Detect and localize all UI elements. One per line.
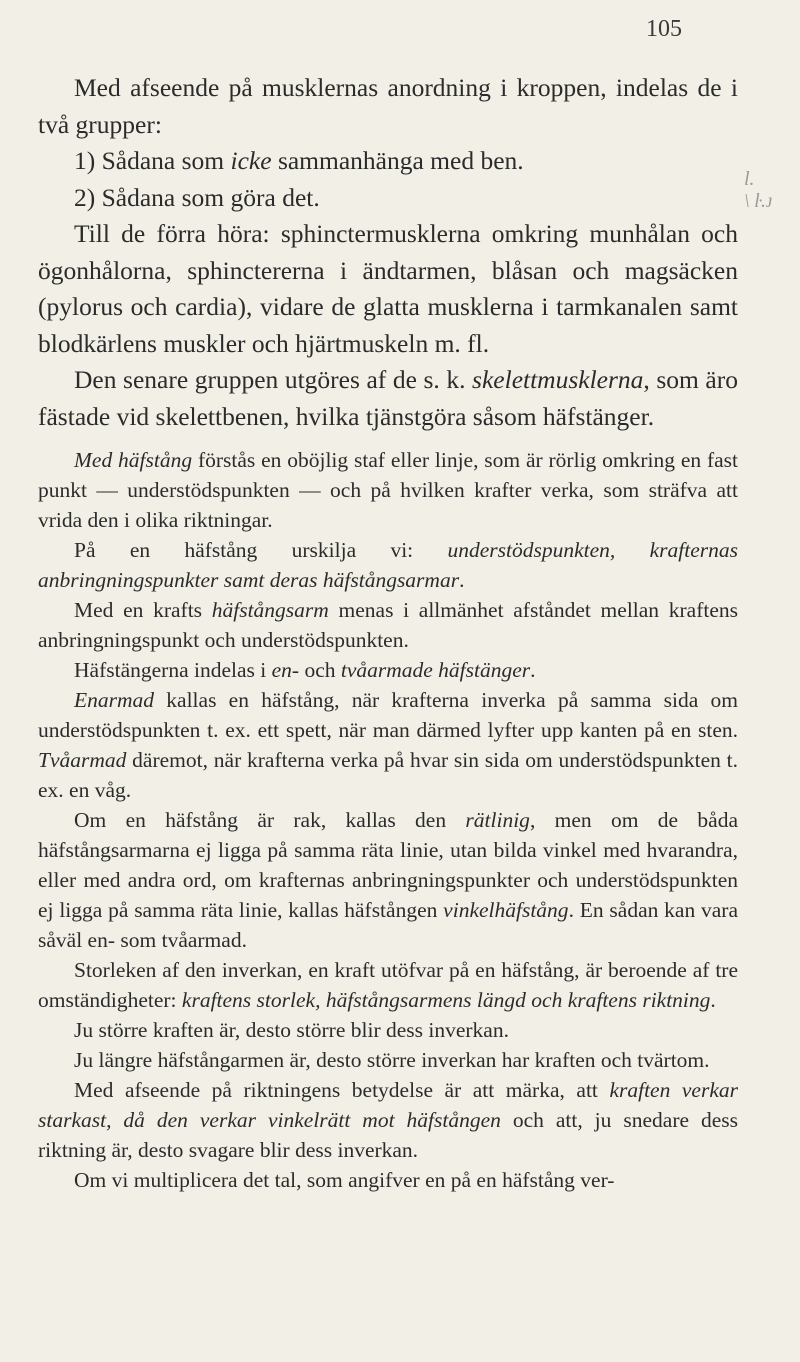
paragraph-first-group: Till de förra höra: sphinctermusklerna omkring munhålan och ögonhålorna, sphinctererna i ändtarmen, blåsan och magsäcken (pylorus och cardia), vidare de glatta musklerna i tarmkanalen samt blodkärlens muskler och hjärtmuskeln m. fl.: [38, 219, 738, 358]
paragraph-effect-factors: Storleken af den inverkan, en kraft utöfvar på en häfstång, är beroende af tre omständigheter: kraftens storlek, häfstångsarmens längd och kraftens riktning.: [38, 958, 738, 1012]
small-text-section: [38, 445, 738, 1195]
paragraph-lever-parts: På en häfstång urskilja vi: understödspunkten, krafternas anbringningspunkter samt deras häfstångsarmar.: [38, 538, 738, 592]
paragraph-lever-arm: Med en krafts häfstångsarm menas i allmänhet afståndet mellan kraftens anbringningspunkt och understödspunkten.: [38, 598, 738, 652]
paragraph-intro: Med afseende på musklernas anordning i kroppen, indelas de i två grupper:: [38, 73, 738, 139]
paragraph-lever-types: Häfstängerna indelas i en- och tvåarmade häfstänger.: [74, 658, 536, 682]
paragraph-multiply: Om vi multiplicera det tal, som angifver en på en häfstång ver-: [74, 1168, 615, 1192]
page-content: [38, 70, 738, 1195]
list-item: 2) Sådana som göra det.: [74, 182, 320, 212]
paragraph-arm-length: Ju längre häfstångarmen är, desto större inverkan har kraften och tvärtom.: [74, 1048, 710, 1072]
paragraph-lever-definition: Med häfstång förstås en oböjlig staf eller linje, som är rörlig omkring en fast punkt — understödspunkten — och på hvilken krafter verka, som sträfva att vrida den i olika riktningar.: [38, 448, 738, 532]
large-text-section: [38, 70, 738, 435]
paragraph-force-size: Ju större kraften är, desto större blir dess inverkan.: [74, 1018, 509, 1042]
margin-note: l. \ ŀ.ᴊ: [744, 168, 774, 212]
paragraph-direction: Med afseende på riktningens betydelse är att märka, att kraften verkar starkast, då den verkar vinkelrätt mot häfstången och att, ju snedare dess riktning är, desto svagare blir dess inverkan.: [38, 1078, 739, 1162]
page-number: 105: [646, 16, 682, 42]
paragraph-second-group: Den senare gruppen utgöres af de s. k. skelettmusklerna, som äro fästade vid skelettbenen, hvilka tjänstgöra såsom häfstänger.: [38, 365, 738, 431]
paragraph-straight-angled: Om en häfstång är rak, kallas den rätlinig, men om de båda häfstångsarmarna ej ligga på samma räta linie, utan bilda vinkel med hvarandra, eller med andra ord, om krafternas anbringningspunkter och understödspunkten ej ligga på samma räta linie, kallas häfstången vinkelhäfstång. En sådan kan vara såväl en- som tvåarmad.: [38, 808, 739, 952]
paragraph-one-two-armed: Enarmad kallas en häfstång, när krafterna inverka på samma sida om understödspunkten t. ex. ett spett, när man därmed lyfter upp kanten på en sten. Tvåarmad däremot, när krafterna verka på hvar sin sida om understödspunkten t. ex. en våg.: [38, 688, 738, 802]
list-item: 1) Sådana som icke sammanhänga med ben.: [74, 146, 524, 175]
